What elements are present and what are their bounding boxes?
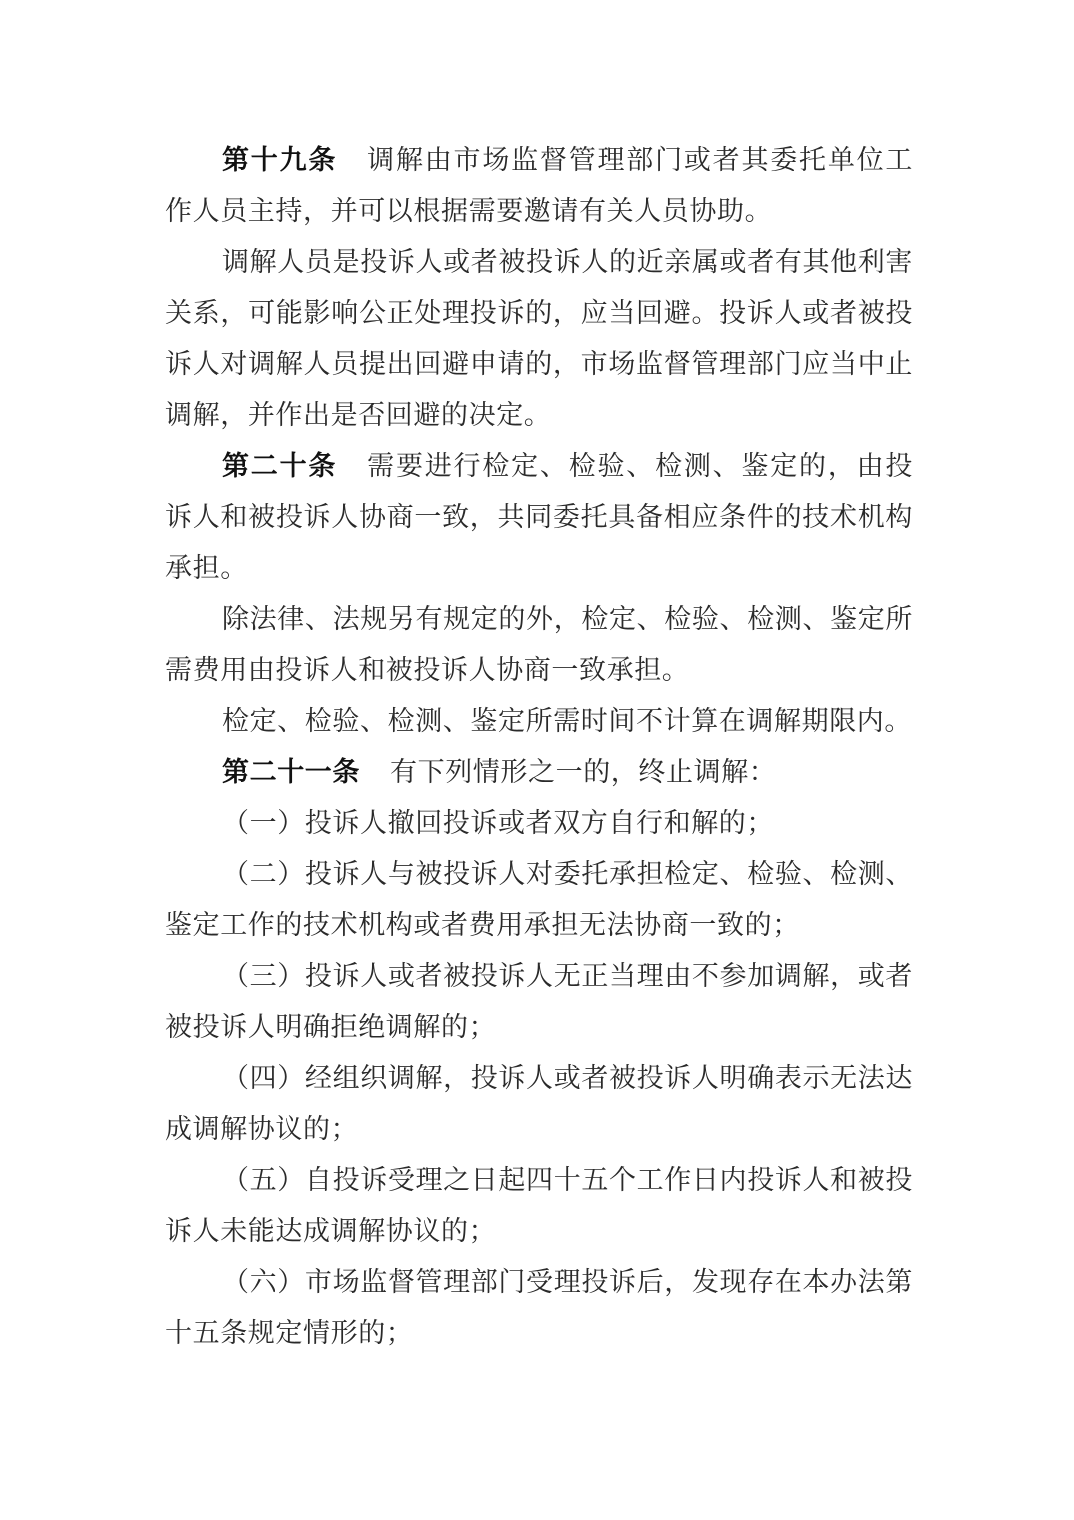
article-heading: 第十九条 [222, 145, 338, 176]
paragraph-text: （二）投诉人与被投诉人对委托承担检定、检验、检测、鉴定工作的技术机构或者费用承担无法协商一致的； [165, 859, 913, 941]
paragraph-text: （六）市场监督管理部门受理投诉后，发现存在本办法第十五条规定情形的； [165, 1267, 913, 1349]
paragraph-text: 调解由市场监督管理部门或者其委托单位工作人员主持，并可以根据需要邀请有关人员协助。 [165, 145, 913, 227]
article-heading: 第二十一条 [222, 757, 360, 788]
article-19-paragraph [165, 135, 913, 237]
list-item [165, 1155, 913, 1257]
article-20-paragraph [165, 441, 913, 594]
paragraph-text: 需要进行检定、检验、检测、鉴定的，由投诉人和被投诉人协商一致，共同委托具备相应条件的技术机构承担。 [165, 451, 913, 584]
paragraph-text: 调解人员是投诉人或者被投诉人的近亲属或者有其他利害关系，可能影响公正处理投诉的，应当回避。投诉人或者被投诉人对调解人员提出回避申请的，市场监督管理部门应当中止调解，并作出是否回避的决定。 [165, 247, 913, 431]
list-item [165, 798, 913, 849]
paragraph [165, 696, 913, 747]
article-heading: 第二十条 [222, 451, 338, 482]
paragraph-text: 检定、检验、检测、鉴定所需时间不计算在调解期限内。 [222, 706, 912, 737]
paragraph [165, 237, 913, 441]
article-21-paragraph [165, 747, 913, 798]
paragraph-text: 除法律、法规另有规定的外，检定、检验、检测、鉴定所需费用由投诉人和被投诉人协商一致承担。 [165, 604, 913, 686]
list-item [165, 951, 913, 1053]
paragraph-text: 有下列情形之一的，终止调解： [390, 757, 777, 788]
paragraph-text: （一）投诉人撤回投诉或者双方自行和解的； [222, 808, 774, 839]
list-item [165, 1257, 913, 1359]
list-item [165, 1053, 913, 1155]
list-item [165, 849, 913, 951]
document-page [165, 135, 913, 1359]
paragraph-text: （四）经组织调解，投诉人或者被投诉人明确表示无法达成调解协议的； [165, 1063, 913, 1145]
paragraph [165, 594, 913, 696]
paragraph-text: （三）投诉人或者被投诉人无正当理由不参加调解，或者被投诉人明确拒绝调解的； [165, 961, 913, 1043]
paragraph-text: （五）自投诉受理之日起四十五个工作日内投诉人和被投诉人未能达成调解协议的； [165, 1165, 913, 1247]
